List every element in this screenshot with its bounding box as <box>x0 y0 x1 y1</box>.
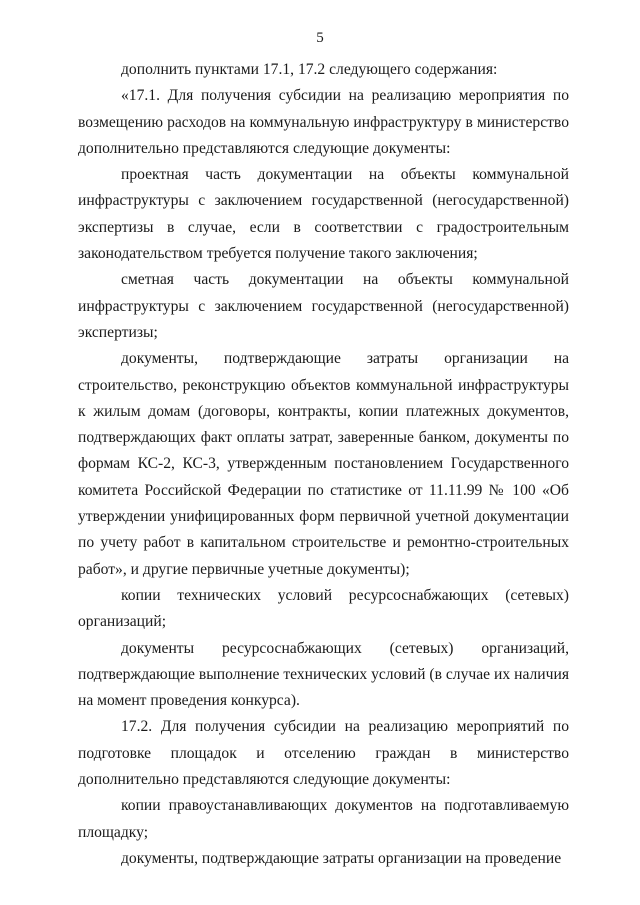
list-item-fulfillment-documents: документы ресурсоснабжающих (сетевых) организаций, подтверждающие выполнение технических условий (в случае их наличия на момент проведения конкурса). <box>78 639 569 710</box>
clause-17-2-paragraph: 17.2. Для получения субсидии на реализацию мероприятий по подготовке площадок и отселению граждан в министерство дополнительно представляются следующие документы: <box>78 718 569 789</box>
list-item-estimate-documentation: сметная часть документации на объекты коммунальной инфраструктуры с заключением государственной (негосударственной) экспертизы; <box>78 271 569 341</box>
list-item-technical-conditions: копии технических условий ресурсоснабжающих (сетевых) организаций; <box>78 586 569 631</box>
list-item-cost-documents-continued: документы, подтверждающие затраты организации на проведение <box>121 849 562 867</box>
page-number: 5 <box>316 30 324 46</box>
list-item-project-documentation: проектная часть документации на объекты коммунальной инфраструктуры с заключением государственной (негосударственной) экспертизы в случае, если в соответствии с градостроительным законодательством требуется получение такого заключения; <box>78 166 569 263</box>
intro-paragraph: дополнить пунктами 17.1, 17.2 следующего содержания: <box>121 61 498 78</box>
list-item-title-documents: копии правоустанавливающих документов на подготавливаемую площадку; <box>78 797 569 841</box>
document-body <box>78 57 569 872</box>
list-item-cost-documents: документы, подтверждающие затраты организации на строительство, реконструкцию объектов коммунальной инфраструктуры к жилым домам (договоры, контракты, копии платежных документов, подтверждающих факт оплаты затрат, заверенные банком, документы по формам КС-2, КС-3, утвержденным постановлением Государственного комитета Российской Федерации по статистике от 11.11.99 № 100 «Об утверждении унифицированных форм первичной учетной документации по учету работ в капитальном строительстве и ремонтно-строительных работ», и другие первичные учетные документы); <box>78 350 569 578</box>
clause-17-1-paragraph: «17.1. Для получения субсидии на реализацию мероприятия по возмещению расходов на коммунальную инфраструктуру в министерство дополнительно представляются следующие документы: <box>78 87 569 157</box>
